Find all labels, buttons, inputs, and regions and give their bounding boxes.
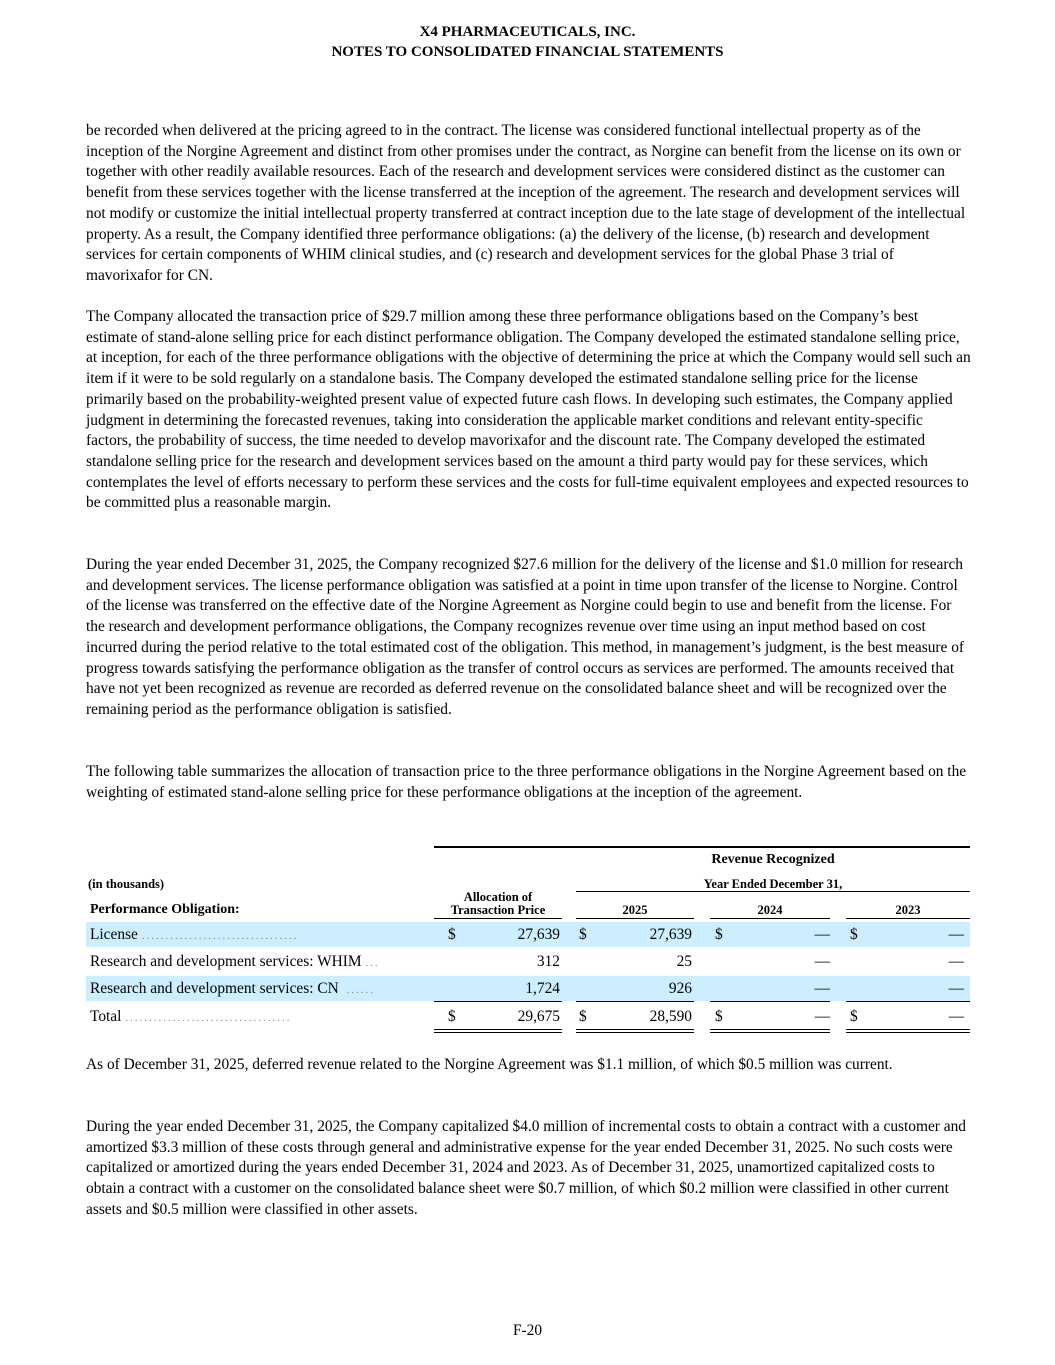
paragraph-4: The following table summarizes the allocation of transaction price to the three performance obligations in the Norgine Agreement based on the weighting of estimated stand-alone selling price for these performance obligations at the inception of the agreement. [86, 763, 967, 801]
header-top-rule [434, 846, 970, 848]
total-double-rule [710, 1029, 830, 1030]
currency-symbol: $ [715, 1008, 723, 1025]
currency-symbol: $ [579, 926, 587, 943]
value-2025: 27,639 [649, 926, 692, 943]
total-double-rule [576, 1032, 694, 1033]
currency-symbol: $ [579, 1008, 587, 1025]
value-2023: — [948, 926, 964, 943]
currency-symbol: $ [850, 1008, 858, 1025]
value-2024: — [814, 980, 830, 997]
value-2023: — [948, 980, 964, 997]
alloc-value: 29,675 [517, 1008, 560, 1025]
paragraph-5: As of December 31, 2025, deferred revenue related to the Norgine Agreement was $1.1 million, of which $0.5 million was current. [86, 1056, 893, 1073]
table-row-label: Total ................................... [90, 1008, 292, 1025]
table-row-label: Research and development services: WHIM ... [90, 953, 380, 970]
table-row-label: License ................................. [90, 926, 299, 943]
total-double-rule [434, 1029, 562, 1030]
year-header-2025: 2025 [622, 903, 648, 917]
revenue-recognized-header: Revenue Recognized [711, 852, 835, 867]
year-header-2024: 2024 [757, 903, 783, 917]
total-double-rule [710, 1032, 830, 1033]
alloc-value: 27,639 [517, 926, 560, 943]
col-2025-rule [576, 918, 694, 919]
value-2025: 926 [668, 980, 692, 997]
value-2024: — [814, 1008, 830, 1025]
subtotal-rule [434, 1001, 562, 1002]
allocation-table [86, 846, 970, 1036]
currency-symbol: $ [715, 926, 723, 943]
currency-symbol: $ [448, 1008, 456, 1025]
paragraph-2: The Company allocated the transaction price of $29.7 million among these three performance obligations based on the Company’s best estimate of stand-alone selling price for each distinct performance obligation. The Company developed the estimated standalone selling price, at inception, for each of the three performance obligations with the objective of determining the price at which the Company would sell such an item if it were to be sold regularly on a standalone basis. The Company developed the estimated standalone selling price for the license primarily based on the probability-weighted present value of expected future cash flows. In developing such estimates, the Company applied judgment in determining the forecasted revenues, taking into consideration the applicable market conditions and relevant entity-specific factors, the probability of success, the time needed to develop mavorixafor and the discount rate. The Company developed the estimated standalone selling price for the research and development services based on the amount a third party would pay for these services, which contemplates the level of efforts necessary to perform these services and the costs for full-time equivalent employees and expected resources to be committed plus a reasonable margin. [86, 308, 971, 512]
period-header: Year Ended December 31, [703, 877, 843, 891]
value-2023: — [948, 953, 964, 970]
alloc-header-line1: Allocation of [463, 890, 533, 904]
units-label: (in thousands) [88, 877, 165, 891]
paragraph-3: During the year ended December 31, 2025, the Company recognized $27.6 million for the delivery of the license and $1.0 million for research and development services. The license performance obligation was satisfied at a point in time upon transfer of the license to Norgine. Control of the license was transferred on the effective date of the Norgine Agreement as Norgine could begin to use and benefit from the license. For the research and development performance obligations, the Company recognizes revenue over time using an input method based on cost incurred during the period relative to the total estimated cost of the obligation. This method, in management’s judgment, is the best measure of progress towards satisfying the performance obligation as the transfer of control occurs as services are performed. The amounts received that have not yet been recognized as revenue are recorded as deferred revenue on the consolidated balance sheet and will be recognized over the remaining period as the performance obligation is satisfied. [86, 556, 965, 718]
total-double-rule [846, 1032, 970, 1033]
value-2023: — [948, 1008, 964, 1025]
subtotal-rule [846, 1001, 970, 1002]
subtotal-rule [576, 1001, 694, 1002]
total-double-rule [846, 1029, 970, 1030]
currency-symbol: $ [850, 926, 858, 943]
table-row-label: Research and development services: CN ...... [90, 980, 375, 997]
subtotal-rule [710, 1001, 830, 1002]
value-2024: — [814, 953, 830, 970]
total-double-rule [576, 1029, 694, 1030]
currency-symbol: $ [448, 926, 456, 943]
total-double-rule [434, 1032, 562, 1033]
alloc-value: 1,724 [525, 980, 560, 997]
alloc-value: 312 [536, 953, 560, 970]
value-2025: 28,590 [649, 1008, 692, 1025]
paragraph-6: During the year ended December 31, 2025, the Company capitalized $4.0 million of incremental costs to obtain a contract with a customer and amortized $3.3 million of these costs through general and administrative expense for the year ended December 31, 2025. No such costs were capitalized or amortized during the years ended December 31, 2024 and 2023. As of December 31, 2025, unamortized capitalized costs to obtain a contract with a customer on the consolidated balance sheet were $0.7 million, of which $0.2 million were classified in other current assets and $0.5 million were classified in other assets. [86, 1118, 966, 1218]
row-header: Performance Obligation: [90, 902, 240, 917]
value-2025: 25 [676, 953, 692, 970]
value-2024: — [814, 926, 830, 943]
year-header-2023: 2023 [895, 903, 921, 917]
paragraph-1: be recorded when delivered at the pricing agreed to in the contract. The license was considered functional intellectual property as of the inception of the Norgine Agreement and distinct from other promises under the contract, as Norgine can benefit from the license on its own or together with other readily available resources. Each of the research and development services were considered distinct as the customer can benefit from these services together with the license transferred at the inception of the agreement. The research and development services will not modify or customize the initial intellectual property transferred at contract inception due to the late stage of development of the intellectual property. As a result, the Company identified three performance obligations: (a) the delivery of the license, (b) research and development services for certain components of WHIM clinical studies, and (c) research and development services for the global Phase 3 trial of mavorixafor for CN. [86, 122, 966, 284]
col-2024-rule [710, 918, 830, 919]
col-2023-rule [846, 918, 970, 919]
page-number: F-20 [512, 1322, 543, 1339]
company-name: X4 PHARMACEUTICALS, INC. [419, 24, 636, 40]
alloc-header-line2: Transaction Price [450, 903, 546, 917]
period-rule [576, 891, 970, 892]
page-title: NOTES TO CONSOLIDATED FINANCIAL STATEMENTS [331, 44, 724, 60]
alloc-col-rule [434, 918, 562, 919]
